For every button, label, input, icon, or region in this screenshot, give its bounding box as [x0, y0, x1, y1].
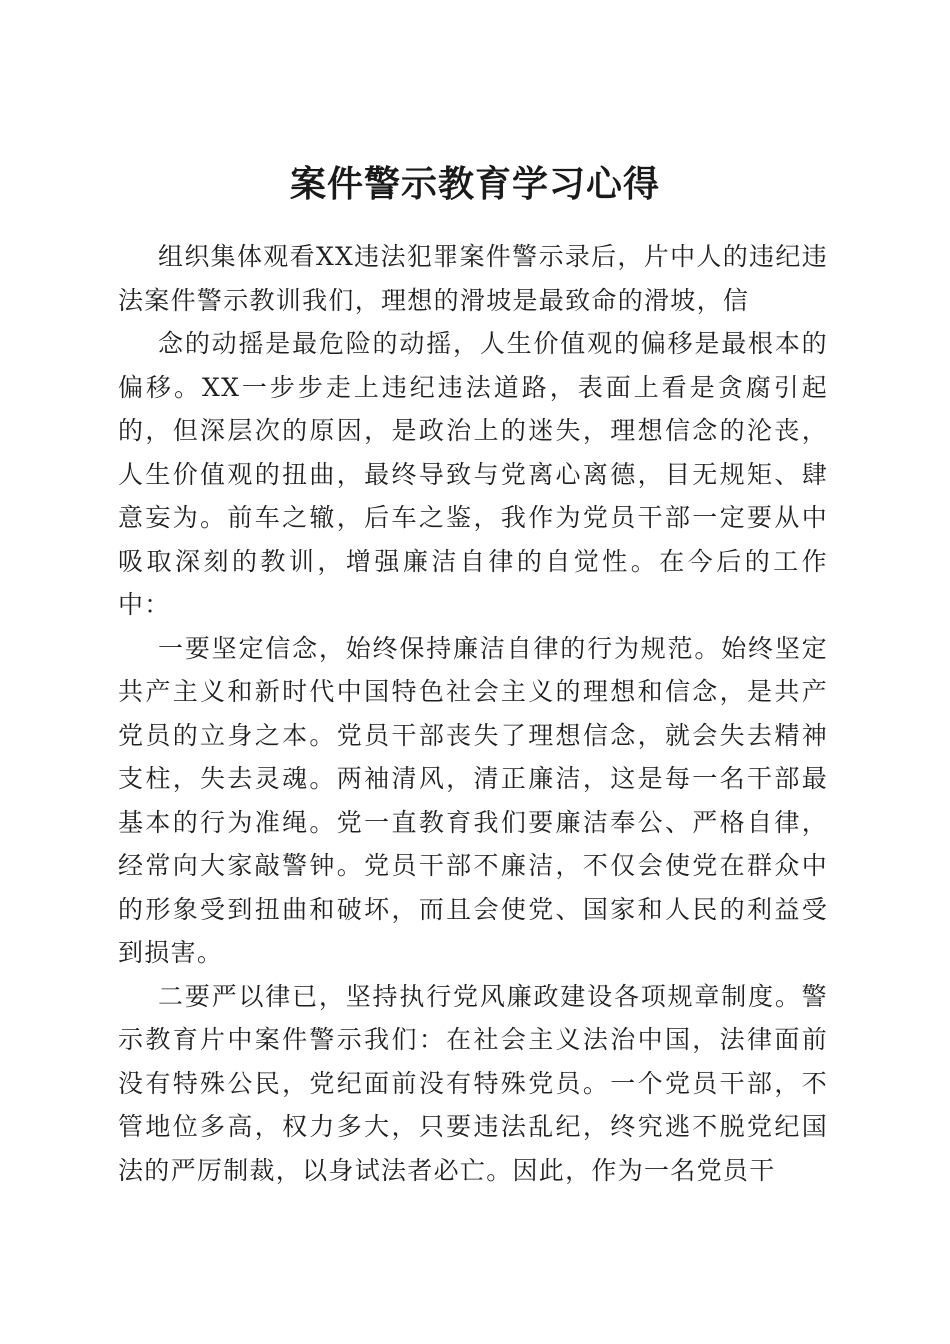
paragraph-intro: 组织集体观看XX违法犯罪案件警示录后，片中人的违纪违法案件警示教训我们，理想的滑坡是最致命的滑坡，信 [118, 242, 828, 315]
paragraph-point-two: 二要严以律已，坚持执行党风廉政建设各项规章制度。警示教育片中案件警示我们：在社会主义法治中国，法律面前没有特殊公民，党纪面前没有特殊党员。一个党员干部，不管地位多高，权力多大，只要违法乱纪，终究逃不脱党纪国法的严厉制裁，以身试法者必亡。因此，作为一名党员干 [118, 981, 828, 1185]
paragraph-point-one: 一要坚定信念，始终保持廉洁自律的行为规范。始终坚定共产主义和新时代中国特色社会主义的理想和信念，是共产党员的立身之本。党员干部丧失了理想信念，就会失去精神支柱，失去灵魂。两袖清风，清正廉洁，这是每一名干部最基本的行为准绳。党一直教育我们要廉洁奉公、严格自律，经常向大家敲警钟。党员干部不廉洁，不仅会使党在群众中的形象受到扭曲和破坏，而且会使党、国家和人民的利益受到损害。 [118, 633, 828, 967]
paragraph-reflection: 念的动摇是最危险的动摇，人生价值观的偏移是最根本的偏移。XX一步步走上违纪违法道路，表面上看是贪腐引起的，但深层次的原因，是政治上的迷失，理想信念的沦丧，人生价值观的扭曲，最终导致与党离心离德，目无规矩、肆意妄为。前车之辙，后车之鉴，我作为党员干部一定要从中吸取深刻的教训，增强廉洁自律的自觉性。在今后的工作中： [118, 329, 828, 619]
document-title: 案件警示教育学习心得 [289, 163, 660, 206]
document-body [118, 235, 828, 1192]
